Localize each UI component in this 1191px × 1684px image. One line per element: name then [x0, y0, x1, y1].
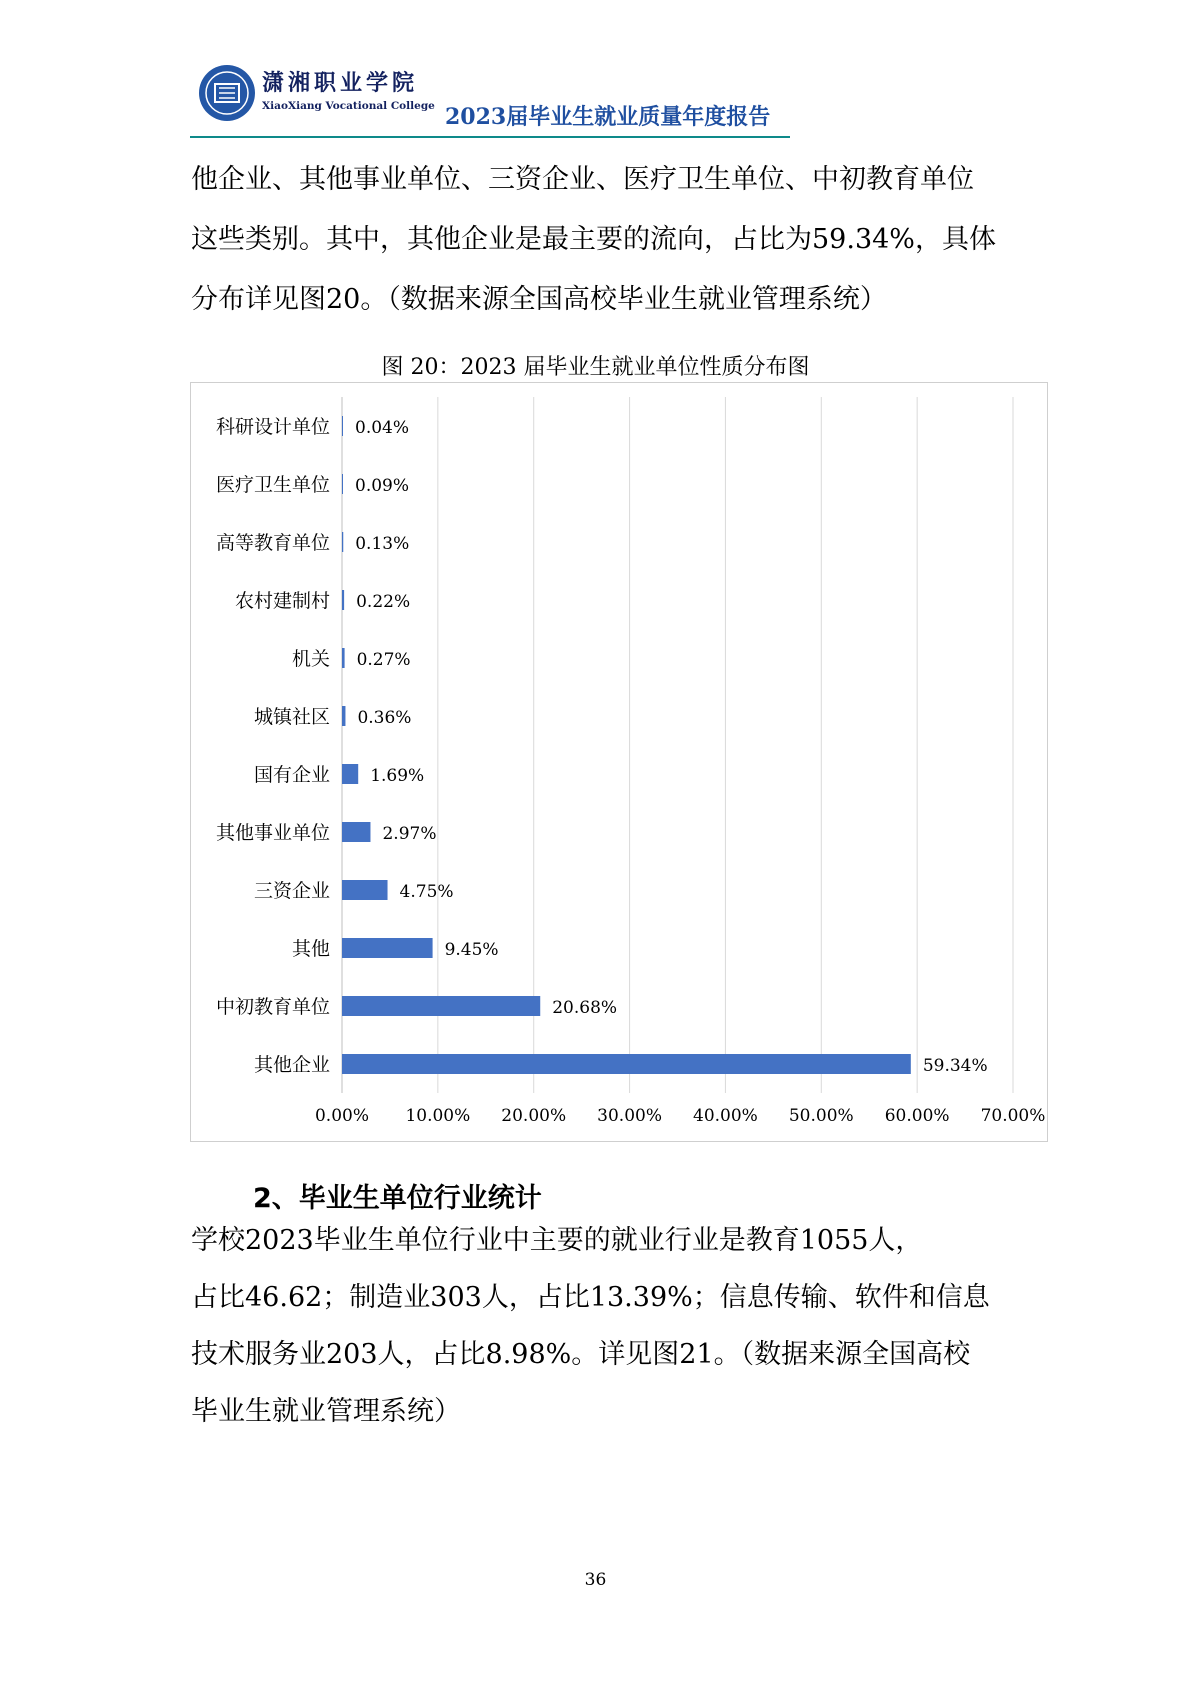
chart-container: [190, 382, 1048, 1142]
data-label: 0.27%: [356, 650, 411, 670]
bar: [342, 764, 358, 784]
paragraph-line: 占比46.62；制造业303人，占比13.39%；信息传输、软件和信息: [191, 1282, 990, 1313]
data-label: 9.45%: [444, 940, 499, 960]
category-label: 国有企业: [253, 764, 330, 786]
header-divider: [190, 136, 790, 138]
college-logo-icon: [198, 64, 256, 122]
paragraph-line: 他企业、其他事业单位、三资企业、医疗卫生单位、中初教育单位: [191, 164, 974, 195]
x-tick-label: 40.00%: [693, 1106, 758, 1126]
report-title: 2023届毕业生就业质量年度报告: [445, 104, 771, 130]
bar: [342, 416, 343, 436]
category-label: 其他事业单位: [215, 822, 330, 844]
category-label: 其他: [291, 938, 330, 960]
paragraph-line: 技术服务业203人，占比8.98%。详见图21。（数据来源全国高校: [191, 1339, 971, 1370]
paragraph-line: 毕业生就业管理系统）: [191, 1396, 461, 1427]
paragraph-2: [191, 1212, 1011, 1440]
data-label: 0.04%: [355, 418, 410, 438]
data-label: 59.34%: [922, 1056, 988, 1076]
category-label: 医疗卫生单位: [215, 474, 330, 496]
paragraph-line: 学校2023毕业生单位行业中主要的就业行业是教育1055人，: [191, 1225, 923, 1256]
bar: [342, 996, 540, 1016]
bar: [342, 590, 344, 610]
data-label: 0.22%: [356, 592, 411, 612]
category-label: 科研设计单位: [215, 416, 330, 438]
category-label: 三资企业: [253, 880, 330, 902]
college-name-cn: 潇湘职业学院: [262, 70, 419, 96]
bar: [342, 706, 345, 726]
bar: [342, 938, 433, 958]
figure-caption: 图 20：2023 届毕业生就业单位性质分布图: [381, 355, 810, 380]
category-label: 中初教育单位: [215, 996, 330, 1018]
data-label: 0.09%: [355, 476, 410, 496]
x-tick-label: 70.00%: [980, 1106, 1046, 1126]
x-tick-label: 0.00%: [314, 1106, 370, 1126]
x-tick-label: 50.00%: [788, 1106, 854, 1126]
category-label: 高等教育单位: [215, 532, 330, 554]
category-label: 农村建制村: [234, 590, 330, 612]
bar: [342, 474, 343, 494]
category-label: 其他企业: [253, 1054, 330, 1076]
page-number: 36: [584, 1570, 607, 1590]
college-name-en: XiaoXiang Vocational College: [262, 100, 435, 112]
x-tick-label: 60.00%: [884, 1106, 950, 1126]
x-tick-label: 20.00%: [501, 1106, 567, 1126]
paragraph-line: 分布详见图20。（数据来源全国高校毕业生就业管理系统）: [191, 284, 887, 315]
category-label: 机关: [291, 648, 330, 670]
bar: [342, 1054, 911, 1074]
data-label: 0.36%: [357, 708, 412, 728]
bar: [342, 532, 343, 552]
x-tick-label: 10.00%: [405, 1106, 471, 1126]
data-label: 1.69%: [370, 766, 425, 786]
bar-chart: [191, 383, 1049, 1143]
bar: [342, 648, 345, 668]
page-header: [190, 58, 790, 138]
section-title: 2、毕业生单位行业统计: [253, 1183, 542, 1214]
x-tick-label: 30.00%: [597, 1106, 662, 1126]
data-label: 20.68%: [552, 998, 618, 1018]
data-label: 2.97%: [382, 824, 437, 844]
category-label: 城镇社区: [253, 706, 330, 728]
paragraph-line: 这些类别。其中，其他企业是最主要的流向，占比为59.34%，具体: [191, 224, 996, 255]
data-label: 4.75%: [399, 882, 454, 902]
bar: [342, 822, 370, 842]
paragraph-1: [191, 150, 1011, 330]
data-label: 0.13%: [355, 534, 410, 554]
bar: [342, 880, 388, 900]
